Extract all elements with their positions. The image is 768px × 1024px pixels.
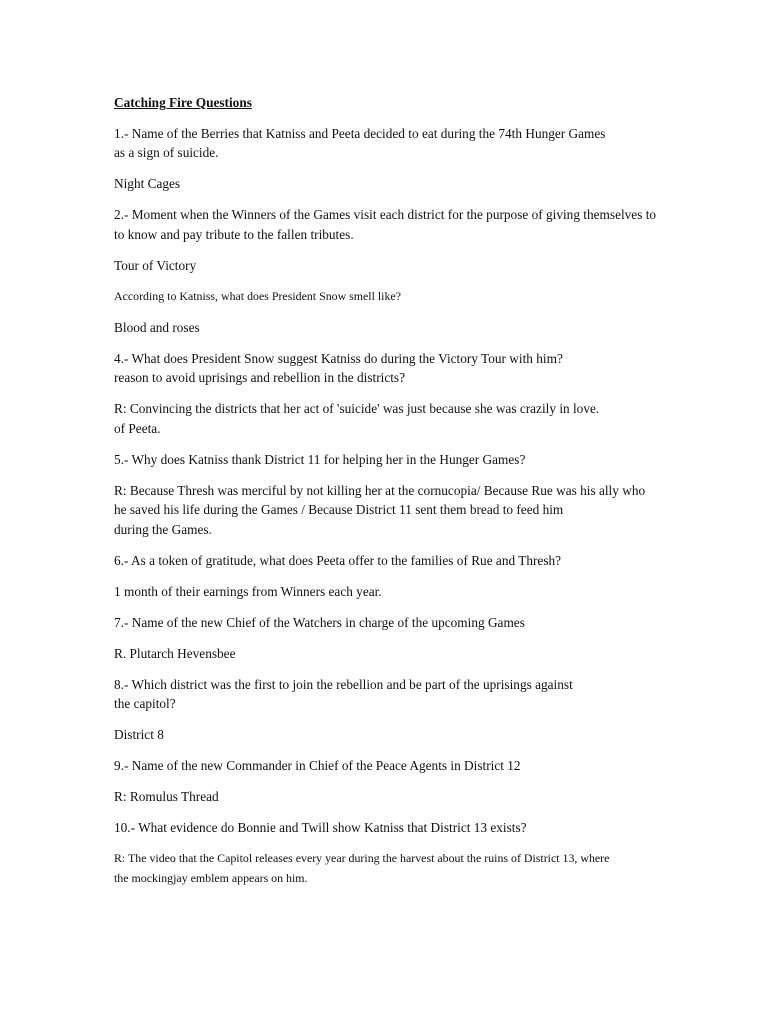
answer-6 (114, 582, 714, 602)
text-line: Tour of Victory (114, 257, 197, 273)
text-line: Blood and roses (114, 319, 200, 335)
text-line: R. Plutarch Hevensbee (114, 645, 236, 661)
text-line: the capitol? (114, 696, 176, 711)
text-line: 10.- What evidence do Bonnie and Twill show Katniss that District 13 exists? (114, 820, 527, 835)
text-line: reason to avoid uprisings and rebellion in the districts? (114, 370, 405, 385)
text-line: 7.- Name of the new Chief of the Watchers in charge of the upcoming Games (114, 614, 525, 630)
question-4 (114, 349, 714, 388)
text-line: 4.- What does President Snow suggest Katniss do during the Victory Tour with him? (114, 350, 563, 366)
question-10 (114, 818, 714, 838)
text-line: as a sign of suicide. (114, 145, 219, 160)
text-line: R: Because Thresh was merciful by not killing her at the cornucopia/ Because Rue was his ally who (114, 482, 646, 498)
answer-9 (114, 787, 714, 807)
text-line: 1.- Name of the Berries that Katniss and Peeta decided to eat during the 74th Hunger Games (114, 125, 606, 141)
question-3 (114, 287, 714, 307)
answer-1 (114, 174, 714, 194)
answer-2 (114, 256, 714, 276)
text-line: during the Games. (114, 521, 212, 537)
text-line: R: Romulus Thread (114, 789, 219, 804)
answer-7 (114, 644, 714, 664)
question-2 (114, 205, 714, 244)
question-6 (114, 551, 714, 571)
answer-4 (114, 399, 714, 438)
text-line: According to Katniss, what does President Snow smell like? (114, 288, 401, 303)
text-line: R: The video that the Capitol releases every year during the harvest about the ruins of District 13, where (114, 851, 610, 865)
text-line: the mockingjay emblem appears on him. (114, 870, 308, 885)
answer-8 (114, 725, 714, 745)
question-9 (114, 756, 714, 776)
question-1 (114, 124, 714, 163)
text-line: Night Cages (114, 176, 181, 191)
question-8 (114, 675, 714, 714)
text-line: of Peeta. (114, 420, 161, 436)
question-5 (114, 450, 714, 470)
answer-3 (114, 318, 714, 338)
text-line: District 8 (114, 727, 164, 742)
text-line: 5.- Why does Katniss thank District 11 for helping her in the Hunger Games? (114, 451, 526, 467)
text-line: 1 month of their earnings from Winners each year. (114, 583, 382, 599)
text-line: 6.- As a token of gratitude, what does Peeta offer to the families of Rue and Thresh? (114, 552, 562, 568)
text-line: 2.- Moment when the Winners of the Games visit each district for the purpose of giving themselves to (114, 207, 657, 222)
answer-10 (114, 849, 714, 888)
question-7 (114, 613, 714, 633)
text-line: R: Convincing the districts that her act of 'suicide' was just because she was crazily in love. (114, 401, 600, 416)
answer-5 (114, 481, 714, 540)
document-body (114, 93, 714, 900)
text-line: to know and pay tribute to the fallen tributes. (114, 226, 354, 242)
text-line: he saved his life during the Games / Because District 11 sent them bread to feed him (114, 502, 564, 517)
document-title: Catching Fire Questions (114, 95, 252, 110)
text-line: 8.- Which district was the first to join the rebellion and be part of the uprisings against (114, 676, 573, 692)
text-line: 9.- Name of the new Commander in Chief of the Peace Agents in District 12 (114, 758, 521, 773)
